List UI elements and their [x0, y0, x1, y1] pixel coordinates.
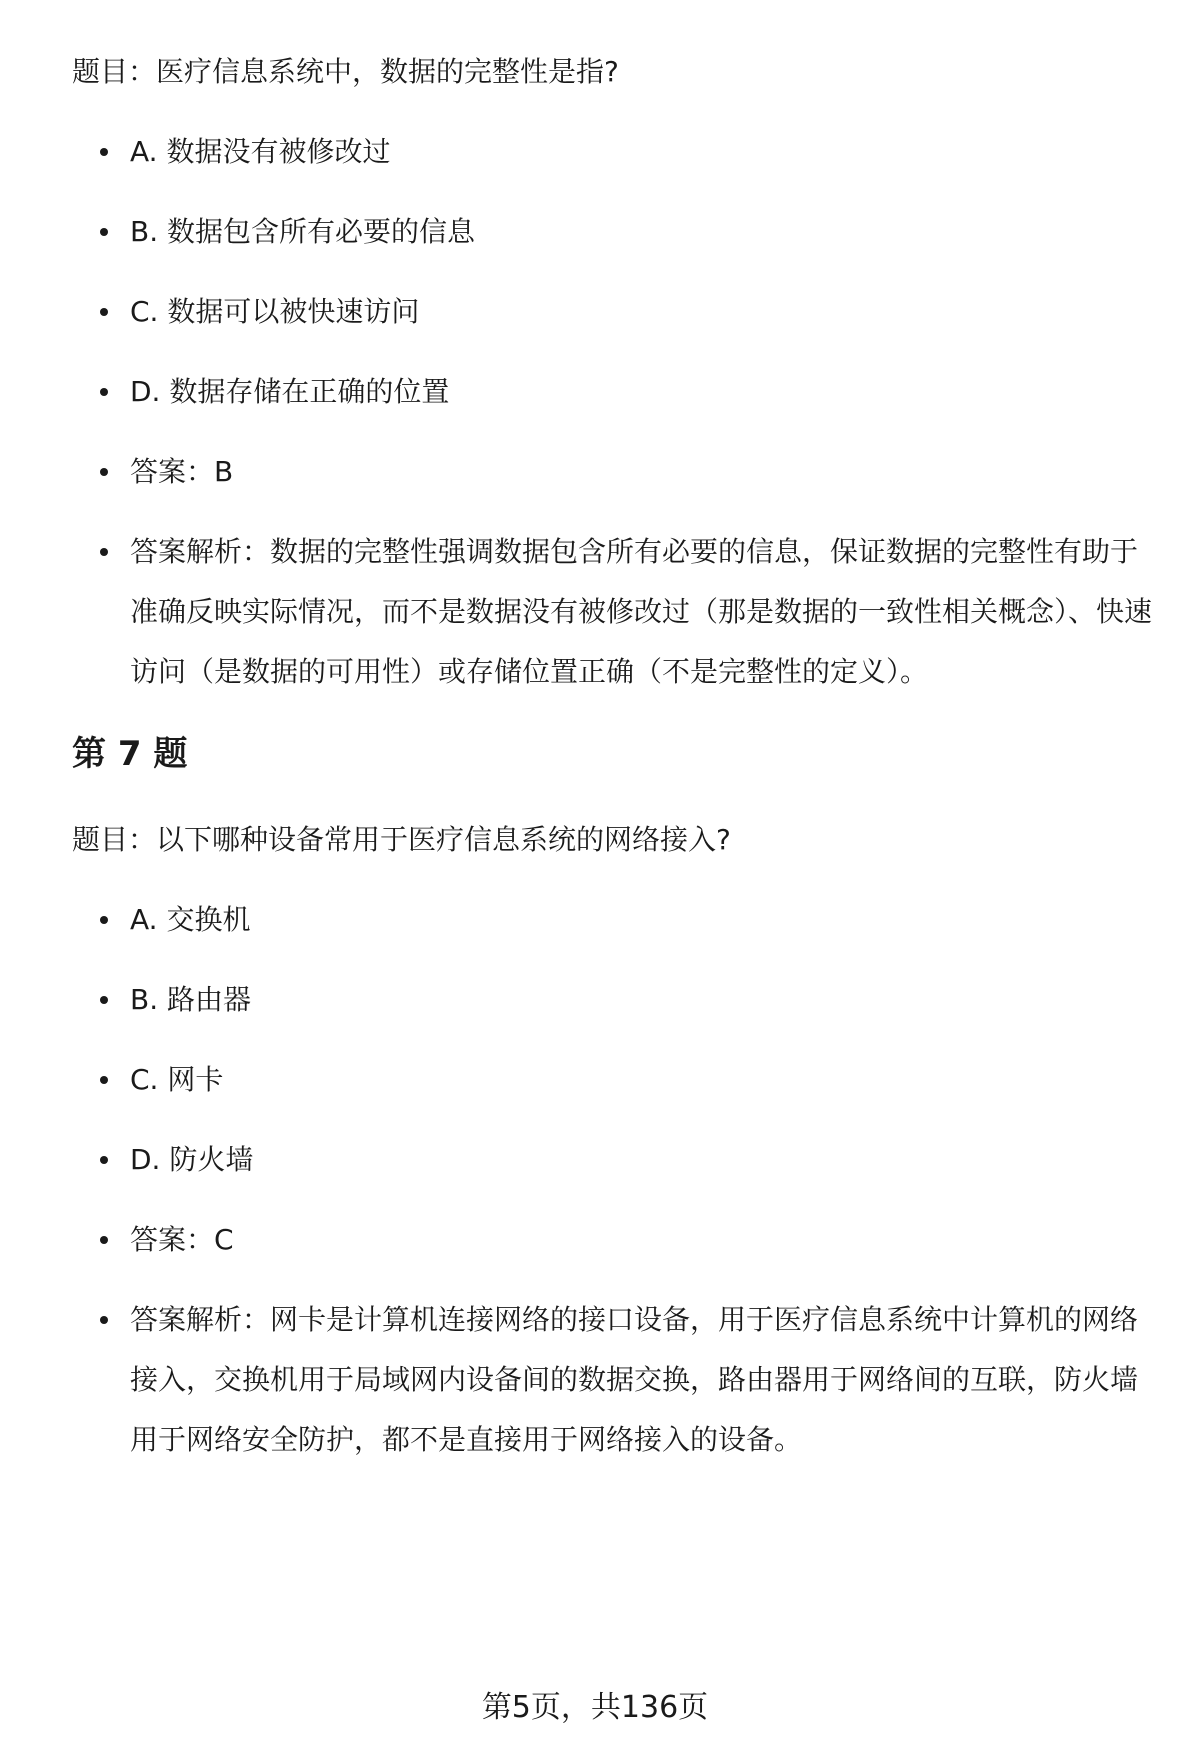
- analysis-text: 答案解析：数据的完整性强调数据包含所有必要的信息，保证数据的完整性有助于准确反映实际情况，而不是数据没有被修改过（那是数据的一致性相关概念）、快速访问（是数据的可用性）或存储位置正确（不是完整性的定义）。: [130, 535, 1153, 688]
- bullet-icon: [100, 916, 108, 924]
- option-text: B. 数据包含所有必要的信息: [130, 215, 476, 248]
- bullet-icon: [100, 1076, 108, 1084]
- page-number: 第5页，共136页: [481, 1690, 709, 1725]
- option-b: [100, 980, 1160, 1020]
- bullet-icon: [100, 308, 108, 316]
- option-d: [100, 1140, 1160, 1180]
- question-heading: 第 7 题: [72, 734, 188, 774]
- option-c: [100, 1060, 1160, 1100]
- option-b: [100, 212, 1160, 252]
- answer-analysis: [100, 532, 1160, 702]
- option-a: [100, 132, 1160, 172]
- bullet-icon: [100, 548, 108, 556]
- answer-text: 答案：C: [130, 1223, 234, 1256]
- bullet-icon: [100, 1156, 108, 1164]
- analysis-text: 答案解析：网卡是计算机连接网络的接口设备，用于医疗信息系统中计算机的网络接入，交换机用于局域网内设备间的数据交换，路由器用于网络间的互联，防火墙用于网络安全防护，都不是直接用于网络接入的设备。: [130, 1303, 1139, 1456]
- question-text: 题目：以下哪种设备常用于医疗信息系统的网络接入?: [72, 823, 731, 856]
- option-text: D. 数据存储在正确的位置: [130, 375, 450, 408]
- option-text: D. 防火墙: [130, 1143, 254, 1176]
- bullet-icon: [100, 468, 108, 476]
- option-text: A. 交换机: [130, 903, 251, 936]
- option-c: [100, 292, 1160, 332]
- answer-analysis: [100, 1300, 1160, 1470]
- answer: [100, 452, 1160, 492]
- bullet-icon: [100, 996, 108, 1004]
- option-a: [100, 900, 1160, 940]
- option-d: [100, 372, 1160, 412]
- bullet-icon: [100, 1236, 108, 1244]
- bullet-icon: [100, 228, 108, 236]
- answer-text: 答案：B: [130, 455, 234, 488]
- question-text: 题目：医疗信息系统中，数据的完整性是指?: [72, 55, 619, 88]
- answer: [100, 1220, 1160, 1260]
- bullet-icon: [100, 388, 108, 396]
- option-text: C. 数据可以被快速访问: [130, 295, 420, 328]
- option-text: C. 网卡: [130, 1063, 224, 1096]
- option-text: B. 路由器: [130, 983, 252, 1016]
- bullet-icon: [100, 1316, 108, 1324]
- bullet-icon: [100, 148, 108, 156]
- option-text: A. 数据没有被修改过: [130, 135, 391, 168]
